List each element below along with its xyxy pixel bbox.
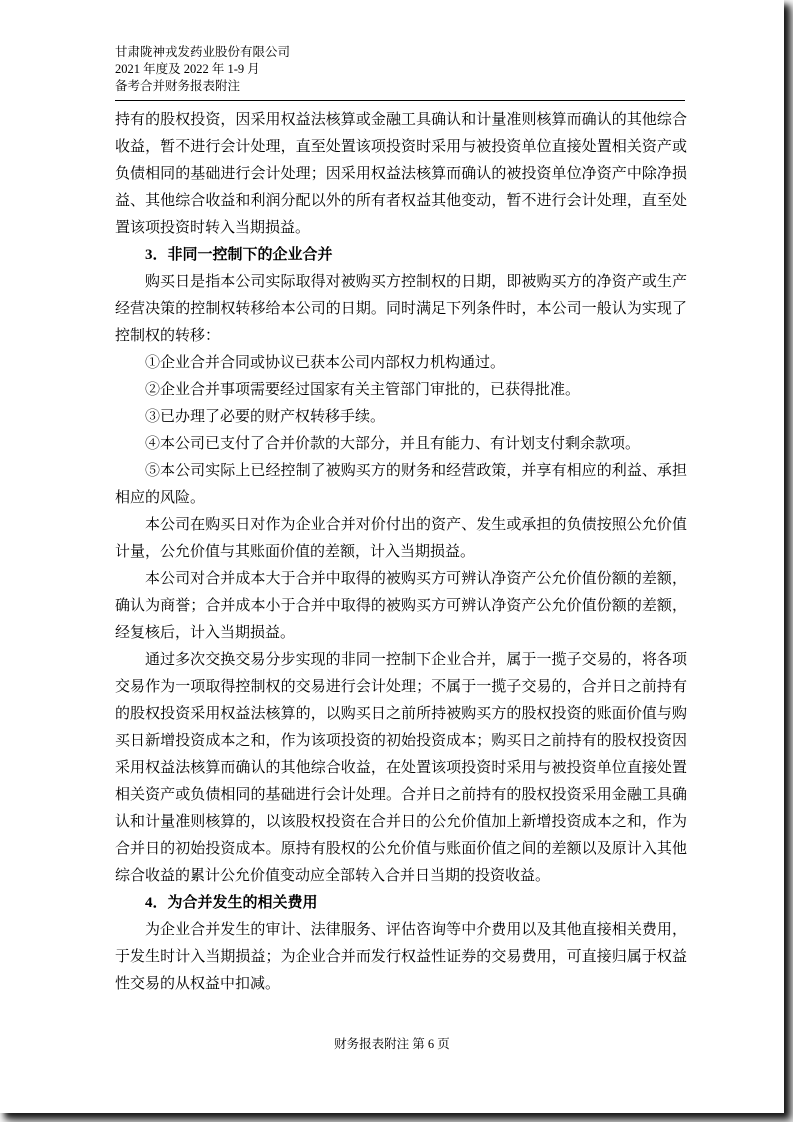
- paragraph-purchase-date: 购买日是指本公司实际取得对被购买方控制权的日期，即被购买方的净资产或生产经营决策的控制权转移给本公司的日期。同时满足下列条件时，本公司一般认为实现了控制权的转移：: [115, 274, 687, 344]
- paragraph-goodwill: 本公司对合并成本大于合并中取得的被购买方可辨认净资产公允价值份额的差额，确认为商誉；合并成本小于合并中取得的被购买方可辨认净资产公允价值份额的差额，经复核后，计入当期损益。: [115, 571, 687, 641]
- paragraph-equity-investment-continuation: 持有的股权投资，因采用权益法核算或金融工具确认和计量准则核算而确认的其他综合收益，暂不进行会计处理，直至处置该项投资时采用与被投资单位直接处置相关资产或负债相同的基础进行会计处理；因采用权益法核算而确认的被投资单位净资产中除净损益、其他综合收益和利润分配以外的所有者权益其他变动，暂不进行会计处理，直至处置该项投资时转入当期损益。: [115, 112, 687, 236]
- header-rule: [115, 100, 685, 101]
- footer-page-number: 财务报表附注 第 6 页: [334, 1037, 450, 1051]
- page-header: [115, 44, 685, 95]
- page-footer: [0, 1036, 784, 1053]
- heading-section-3: 3．非同一控制下的企业合并: [145, 247, 333, 263]
- paragraph-consideration-fair-value: 本公司在购买日对作为企业合并对价付出的资产、发生或承担的负债按照公允价值计量，公允价值与其账面价值的差额，计入当期损益。: [115, 517, 687, 560]
- list-item-5: ⑤本公司实际上已经控制了被购买方的财务和经营政策，并享有相应的利益、承担相应的风险。: [115, 463, 687, 506]
- document-body: [115, 107, 687, 998]
- list-item-1: ①企业合并合同或协议已获本公司内部权力机构通过。: [145, 355, 506, 371]
- list-item-3: ③已办理了必要的财产权转移手续。: [145, 409, 386, 425]
- paragraph-step-acquisition: 通过多次交换交易分步实现的非同一控制下企业合并，属于一揽子交易的，将各项交易作为一项取得控制权的交易进行会计处理；不属于一揽子交易的，合并日之前持有的股权投资采用权益法核算的，以购买日之前所持被购买方的股权投资的账面价值与购买日新增投资成本之和，作为该项投资的初始投资成本；购买日之前持有的股权投资因采用权益法核算而确认的其他综合收益，在处置该项投资时采用与被投资单位直接处置相关资产或负债相同的基础进行会计处理。合并日之前持有的股权投资采用金融工具确认和计量准则核算的，以该股权投资在合并日的公允价值加上新增投资成本之和，作为合并日的初始投资成本。原持有股权的公允价值与账面价值之间的差额以及原计入其他综合收益的累计公允价值变动应全部转入合并日当期的投资收益。: [115, 652, 687, 884]
- list-item-4: ④本公司已支付了合并价款的大部分，并且有能力、有计划支付剩余款项。: [145, 436, 641, 452]
- company-name: 甘肃陇神戎发药业股份有限公司: [115, 45, 291, 59]
- heading-section-4: 4．为合并发生的相关费用: [145, 895, 318, 911]
- report-title: 备考合并财务报表附注: [115, 79, 241, 93]
- paragraph-merger-expenses: 为企业合并发生的审计、法律服务、评估咨询等中介费用以及其他直接相关费用，于发生时计入当期损益；为企业合并而发行权益性证券的交易费用，可直接归属于权益性交易的从权益中扣减。: [115, 922, 687, 992]
- report-period: 2021 年度及 2022 年 1-9 月: [115, 62, 260, 76]
- list-item-2: ②企业合并事项需要经过国家有关主管部门审批的，已获得批准。: [145, 382, 581, 398]
